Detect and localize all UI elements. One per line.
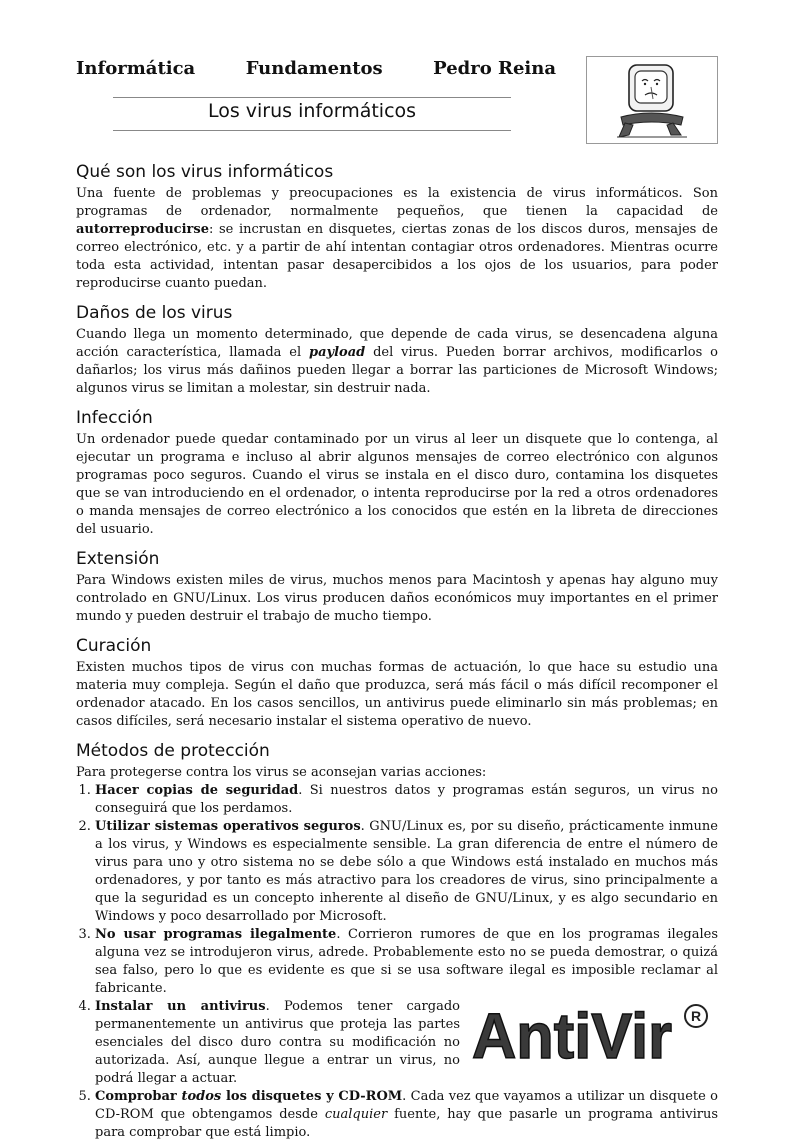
heading-danos: Daños de los virus — [76, 303, 233, 323]
text-run: : se incrustan en disquetes, ciertas zonas de los discos duros, mensajes de correo electrónico, etc. y a partir de ahí intentan contagiar otros ordenadores. Mientras ocurre toda esta actividad, intentan pasar desapercibidos a los ojos de los usuarios, para poder reproducirse cuanto puedan. — [76, 222, 718, 291]
text-run: . Si nuestros datos y programas están seguros, un virus no conseguirá que los perdamos. — [95, 783, 718, 816]
svg-text:R: R — [690, 1008, 702, 1024]
strong-run: autorreproducirse — [76, 222, 209, 237]
paragraph-danos — [76, 326, 718, 398]
emphasis-run: cualquier — [324, 1107, 388, 1122]
strong-run: Comprobar — [95, 1089, 182, 1104]
text-run: fuente, hay que pasarle un programa antivirus para comprobar que está limpio. — [95, 1107, 718, 1140]
heading-extension: Extensión — [76, 549, 160, 569]
header-topic: Fundamentos — [245, 58, 383, 79]
strong-run: Utilizar sistemas operativos seguros — [95, 819, 361, 834]
heading-curacion: Curación — [76, 636, 152, 656]
page-title: Los virus informáticos — [207, 100, 417, 122]
text-run: . Podemos tener cargado permanentemente un antivirus que proteja las partes esenciales del disco duro contra su modificación no autorizada. Así, aunque llegue a entrar un virus, no podrá llegar a actuar. — [95, 999, 460, 1086]
strong-run: No usar programas ilegalmente — [95, 927, 337, 942]
document-page — [76, 52, 718, 1142]
paragraph-curacion: Existen muchos tipos de virus con muchas formas de actuación, lo que hace su estudio una materia muy compleja. Según el daño que produzca, será más fácil o más difícil recomponer el ordenador atacado. En los casos sencillos, un antivirus puede eliminarlo sin más problemas; en casos difíciles, será necesario instalar el sistema operativo de nuevo. — [76, 660, 718, 729]
title-rule-top — [113, 97, 511, 98]
sick-computer-illustration — [586, 56, 718, 144]
text-run: Una fuente de problemas y preocupaciones es la existencia de virus informáticos. Son programas de ordenador, normalmente pequeños, que tienen la capacidad de — [76, 186, 718, 219]
emphasis-run: payload — [309, 345, 366, 360]
header-author: Pedro Reina — [433, 58, 556, 79]
heading-que-son: Qué son los virus informáticos — [76, 162, 334, 182]
paragraph-metodos-intro: Para protegerse contra los virus se aconsejan varias acciones: — [76, 765, 487, 780]
strong-run: los disquetes y CD-ROM — [221, 1089, 403, 1104]
paragraph-infeccion: Un ordenador puede quedar contaminado por un virus al leer un disquete que lo contenga, al ejecutar un programa e incluso al abrir algunos mensajes de correo electrónico con algunos programas poco seguros. Cuando el virus se instala en el disco duro, contamina los disquetes que se van introduciendo en el ordenador, o intenta reproducirse por la red a otros ordenadores o manda mensajes de correo electrónico a los conocidos que estén en la libreta de direcciones del usuario. — [76, 432, 718, 537]
protection-list — [76, 782, 718, 1142]
text-run: . Corrieron rumores de que en los programas ilegales alguna vez se introdujeron virus, adrede. Probablemente esto no se pueda demostrar, o quizá sea falso, pero lo que es evidente es que si se usa software ilegal es imposible reclamar al fabricante. — [95, 927, 719, 996]
antivir-logo-text: 4. AntiVir — [472, 1000, 672, 1070]
list-item — [95, 782, 718, 818]
page-header — [76, 52, 718, 152]
text-run: del virus. Pueden borrar archivos, modificarlos o dañarlos; los virus más dañinos pueden llegar a borrar las particiones de Microsoft Windows; algunos virus se limitan a molestar, sin destruir nada. — [76, 345, 718, 396]
heading-infeccion: Infección — [76, 408, 153, 428]
header-subject: Informática — [76, 58, 196, 79]
text-run: . Cada vez que vayamos a utilizar un disquete o CD-ROM que obtengamos desde — [95, 1089, 719, 1122]
antivir-logo-icon — [468, 1000, 718, 1070]
title-rule-bottom — [113, 130, 511, 131]
paragraph-que-son — [76, 185, 718, 293]
list-item — [95, 926, 718, 998]
sick-computer-icon — [587, 57, 717, 143]
antivir-logo — [468, 1000, 718, 1070]
heading-metodos: Métodos de protección — [76, 741, 270, 761]
text-run: Cuando llega un momento determinado, que depende de cada virus, se desencadena alguna acción característica, llamada el — [76, 327, 718, 360]
header-row — [76, 58, 556, 79]
paragraph-extension: Para Windows existen miles de virus, muchos menos para Macintosh y apenas hay alguno muy controlado en GNU/Linux. Los virus producen daños económicos muy importantes en el primer mundo y pueden destruir el trabajo de mucho tiempo. — [76, 573, 718, 624]
strong-run: Instalar un antivirus — [95, 999, 266, 1014]
text-run: . GNU/Linux es, por su diseño, prácticamente inmune a los virus, y Windows es especialmente sensible. La gran diferencia de entre el número de virus para uno y otro sistema no se debe sólo a que Windows está instalado en muchos más ordenadores, y por tanto es más atractivo para los creadores de virus, sino principalmente a que la seguridad es un concepto inherente al diseño de GNU/Linux, y es algo secundario en Windows y poco desarrollado por Microsoft. — [95, 819, 718, 924]
list-item — [95, 1088, 718, 1142]
list-item — [95, 998, 718, 1088]
list-item — [95, 818, 718, 926]
emphasis-run: todos — [181, 1089, 222, 1104]
strong-run: Hacer copias de seguridad — [95, 783, 299, 798]
